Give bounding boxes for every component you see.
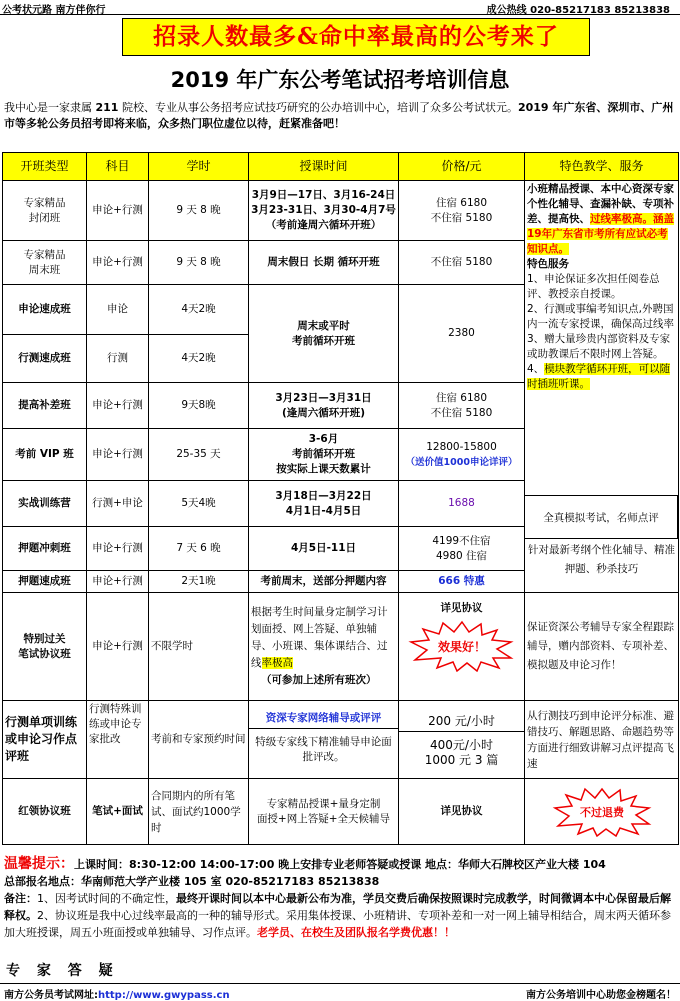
cell-type: 行测单项训练或申论习作点评班 bbox=[3, 701, 87, 779]
header-hours: 学时 bbox=[149, 153, 249, 181]
cell-time: 专家精品授课+量身定制 面授+网上答疑+全天候辅导 bbox=[249, 779, 399, 845]
cell-price: 不住宿 5180 bbox=[399, 241, 525, 285]
cell-price: 住宿 6180 不住宿 5180 bbox=[399, 383, 525, 429]
table-row bbox=[3, 593, 679, 701]
cell-price: 2380 bbox=[399, 285, 525, 383]
cell-hours: 5天4晚 bbox=[149, 481, 249, 527]
cell-type: 专家精品 封闭班 bbox=[3, 181, 87, 241]
cell-feature bbox=[525, 779, 679, 845]
cell-time: 3月9日—17日、3月16-24日 3月23-31日、3月30-4月7号 （考前逢周六循环开班） bbox=[249, 181, 399, 241]
cell-time: 周末假日 长期 循环开班 bbox=[249, 241, 399, 285]
starburst-badge bbox=[407, 620, 517, 672]
cell-subject: 笔试+面试 bbox=[87, 779, 149, 845]
cell-price: 666 特惠 bbox=[399, 571, 525, 593]
cell-hours: 不限学时 bbox=[149, 593, 249, 701]
top-hotline: 成公热线 020-85217183 85213838 bbox=[486, 5, 670, 16]
cell-subject: 申论+行测 bbox=[87, 181, 149, 241]
cell-type: 行测速成班 bbox=[3, 335, 87, 383]
cell-type: 提高补差班 bbox=[3, 383, 87, 429]
top-slogan: 公考状元路 南方伴你行 bbox=[2, 5, 106, 16]
cell-type: 红领协议班 bbox=[3, 779, 87, 845]
cell-subject: 申论+行测 bbox=[87, 593, 149, 701]
cell-hours: 9 天 8 晚 bbox=[149, 181, 249, 241]
bottom-slogan: 南方公务培训中心助您金榜题名！ bbox=[526, 990, 676, 1001]
intro-paragraph: 我中心是一家隶属 211 院校、专业从事公务招考应试技巧研究的公办培训中心，培训了众多公考试状元。2019 年广东省、深圳市、广州市等多轮公务员招考即将来临，众多热门职位虚位以待，赶紧准备吧！ bbox=[4, 101, 674, 130]
cell-hours: 合同期内的所有笔试、面试约1000学时 bbox=[149, 779, 249, 845]
footer-notes: 温馨提示：上课时间：8:30-12:00 14:00-17:00 晚上安排专业老师答疑或授课 地点：华师大石牌校区产业大楼 104 总部报名地点：华南师范大学产业楼 105 室 020-85217183 85213838 备注：1、因考试时间的不确定性，最终开课时间以本中心最新公布为准，学员交费后确保按照课时完成教学，时间微调本中心保留最后解释权。2、协议班是我中心过线率最高的一种的辅导形式。采用集体授课、小班精讲、专项补差和一对一网上辅导相结合，周末两天循环参加大班授课，周五小班面授或单独辅导、习作点评。老学员、在校生及团队报名学费优惠！！ bbox=[4, 856, 671, 939]
cell-time: 根据考生时间量身定制学习计划面授、网上答疑、单独辅导、小班课、集体课结合、过线率极高 （可参加上述所有班次） bbox=[249, 593, 399, 701]
cell-hours: 25-35 天 bbox=[149, 429, 249, 481]
website-link[interactable]: http://www.gwypass.cn bbox=[98, 990, 230, 1001]
header-time: 授课时间 bbox=[249, 153, 399, 181]
cell-type: 专家精品 周末班 bbox=[3, 241, 87, 285]
cell-type: 押题冲刺班 bbox=[3, 527, 87, 571]
cell-hours: 9天8晚 bbox=[149, 383, 249, 429]
cell-price: 住宿 6180 不住宿 5180 bbox=[399, 181, 525, 241]
cell-subject: 申论 bbox=[87, 285, 149, 335]
cell-time: 3月18日—3月22日 4月1日-4月5日 bbox=[249, 481, 399, 527]
cell-feature: 保证资深公考辅导专家全程跟踪辅导，赠内部资料、专项补差、模拟题及申论习作！ bbox=[525, 593, 679, 701]
starburst-text: 效果好！ bbox=[437, 640, 486, 654]
table-row bbox=[3, 701, 679, 779]
cell-price: 详见协议 效果好！ bbox=[399, 593, 525, 701]
cell-type: 考前 VIP 班 bbox=[3, 429, 87, 481]
starburst-text: 不过退费 bbox=[579, 805, 624, 819]
cell-subject: 申论+行测 bbox=[87, 429, 149, 481]
table-row bbox=[3, 779, 679, 845]
bottom-bar: 南方公务员考试网址:http://www.gwypass.cn 南方公务培训中心助您金榜题名！ bbox=[0, 983, 680, 1000]
table-row bbox=[3, 181, 679, 241]
cell-subject: 行测 bbox=[87, 335, 149, 383]
cell-time: 3月23日—3月31日 (逢周六循环开班) bbox=[249, 383, 399, 429]
cell-subject: 申论+行测 bbox=[87, 527, 149, 571]
cell-time: 4月5日-11日 bbox=[249, 527, 399, 571]
cell-feature: 针对最新考纲个性化辅导、精准押题、秒杀技巧 bbox=[525, 527, 679, 593]
cell-hours: 考前和专家预约时间 bbox=[149, 701, 249, 779]
cell-type: 特别过关 笔试协议班 bbox=[3, 593, 87, 701]
cell-hours: 9 天 8 晚 bbox=[149, 241, 249, 285]
cell-subject: 行测+申论 bbox=[87, 481, 149, 527]
cell-subject: 申论+行测 bbox=[87, 241, 149, 285]
cell-type: 申论速成班 bbox=[3, 285, 87, 335]
headline-banner: 招录人数最多&命中率最高的公考来了 bbox=[122, 18, 590, 56]
page-title: 2019 年广东公考笔试招考培训信息 bbox=[170, 68, 510, 92]
feature-r7: 全真模拟考试，名师点评 bbox=[524, 495, 678, 539]
cell-hours: 4天2晚 bbox=[149, 285, 249, 335]
expert-qa-heading: 专 家 答 疑 bbox=[6, 963, 119, 979]
top-bar bbox=[0, 0, 680, 15]
cell-hours: 4天2晚 bbox=[149, 335, 249, 383]
cell-feature: 从行测技巧到申论评分标准、避错技巧、解题思路、命题趋势等方面进行细致讲解习点评提高飞速 bbox=[525, 701, 679, 779]
cell-price: 4199不住宿 4980 住宿 bbox=[399, 527, 525, 571]
header-subject: 科目 bbox=[87, 153, 149, 181]
feature-description: 小班精品授课、本中心资深专家个性化辅导、查漏补缺、专项补差、提高快、过线率极高。涵盖19年广东省市考所有应试必考知识点。 特色服务 1、申论保证多次担任阅卷总评、教授亲自授课。 2、行测或事编考知识点,外聘国内一流专家授课，确保高过线率 3、赠大量珍贵内部资料及专家或助教课后不限时网上答疑。 4、模块教学循环开班，可以随时插班听课。 bbox=[525, 181, 679, 527]
cell-hours: 2天1晚 bbox=[149, 571, 249, 593]
cell-price: 200 元/小时 400元/小时 1000 元 3 篇 bbox=[399, 701, 525, 779]
header-features: 特色教学、服务 bbox=[525, 153, 679, 181]
cell-type: 实战训练营 bbox=[3, 481, 87, 527]
cell-time: 周末或平时 考前循环开班 bbox=[249, 285, 399, 383]
header-price: 价格/元 bbox=[399, 153, 525, 181]
cell-time: 资深专家网络辅导或评评 特级专家线下精准辅导申论面批评改。 bbox=[249, 701, 399, 779]
table-header bbox=[3, 153, 679, 181]
cell-time: 考前周末，送部分押题内容 bbox=[249, 571, 399, 593]
cell-subject: 申论+行测 bbox=[87, 383, 149, 429]
cell-subject: 行测特殊训练或申论专家批改 bbox=[87, 701, 149, 779]
cell-hours: 7 天 6 晚 bbox=[149, 527, 249, 571]
cell-type: 押题速成班 bbox=[3, 571, 87, 593]
cell-price: 1688 bbox=[399, 481, 525, 527]
starburst-badge bbox=[552, 787, 652, 837]
header-type: 开班类型 bbox=[3, 153, 87, 181]
cell-time: 3-6月 考前循环开班 按实际上课天数累计 bbox=[249, 429, 399, 481]
cell-price: 12800-15800 （送价值1000申论详评） bbox=[399, 429, 525, 481]
cell-price: 详见协议 bbox=[399, 779, 525, 845]
cell-subject: 申论+行测 bbox=[87, 571, 149, 593]
